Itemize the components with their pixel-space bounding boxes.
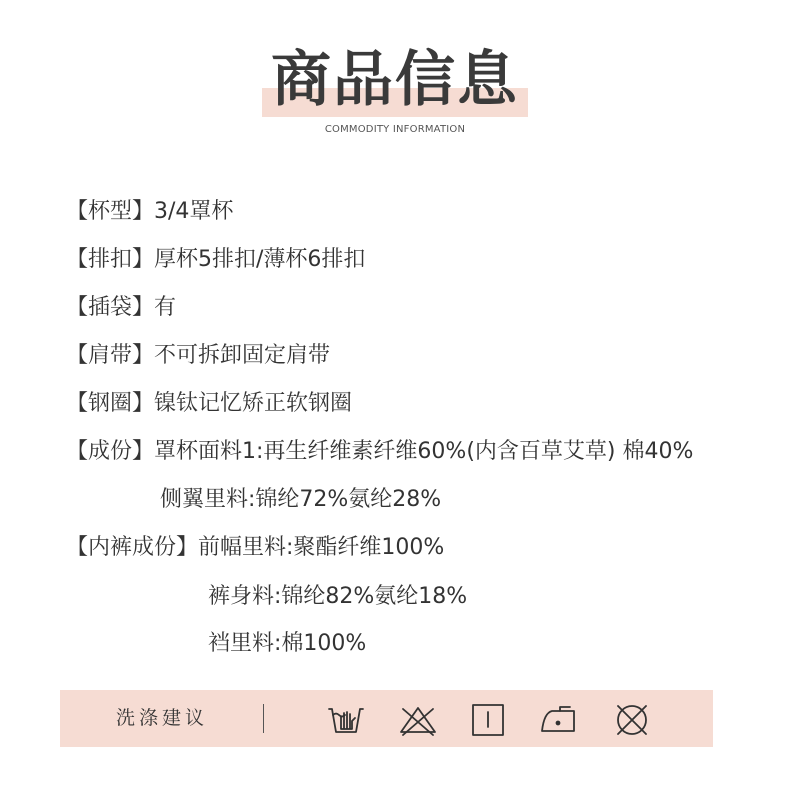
care-bar [60, 690, 713, 747]
spec-row-pocket [66, 293, 176, 323]
line-dry-icon [468, 699, 508, 739]
spec-label: 【内裤成份】 [66, 535, 199, 560]
care-divider [263, 704, 264, 733]
spec-value: 镍钛记忆矫正软钢圈 [154, 391, 353, 416]
spec-label: 【成份】 [66, 439, 155, 464]
low-iron-icon [538, 699, 578, 739]
spec-label: 【肩带】 [66, 343, 155, 368]
spec-label: 【排扣】 [66, 247, 155, 272]
spec-row-underwire [66, 389, 352, 419]
spec-value: 厚杯5排扣/薄杯6排扣 [154, 247, 366, 272]
spec-value: 侧翼里料:锦纶72%氨纶28% [160, 487, 442, 512]
page-subtitle: COMMODITY INFORMATION [324, 124, 466, 135]
spec-row-composition [66, 437, 693, 467]
page-title: 商品信息 [271, 45, 519, 115]
spec-row-crotch-lining [208, 629, 366, 659]
hand-wash-icon [326, 699, 366, 739]
care-label: 洗涤建议 [116, 707, 209, 729]
spec-value: 不可拆卸固定肩带 [154, 343, 331, 368]
spec-row-brief-composition [66, 533, 444, 563]
spec-row-cup-type [66, 197, 233, 227]
spec-label: 【钢圈】 [66, 391, 155, 416]
spec-value: 裤身料:锦纶82%氨纶18% [208, 584, 468, 609]
no-bleach-icon [398, 699, 438, 739]
spec-value: 裆里料:棉100% [208, 631, 367, 656]
spec-row-side-lining [160, 485, 441, 515]
spec-row-straps [66, 341, 330, 371]
spec-value: 有 [154, 295, 177, 320]
spec-label: 【插袋】 [66, 295, 155, 320]
spec-label: 【杯型】 [66, 199, 155, 224]
spec-value: 罩杯面料1:再生纤维素纤维60%(内含百草艾草) 棉40% [154, 439, 694, 464]
spec-row-hooks [66, 245, 365, 275]
spec-row-brief-body [208, 582, 467, 612]
spec-value: 3/4罩杯 [154, 199, 234, 224]
spec-value: 前幅里料:聚酯纤维100% [198, 535, 445, 560]
header [0, 0, 790, 150]
no-dry-clean-icon [612, 699, 652, 739]
